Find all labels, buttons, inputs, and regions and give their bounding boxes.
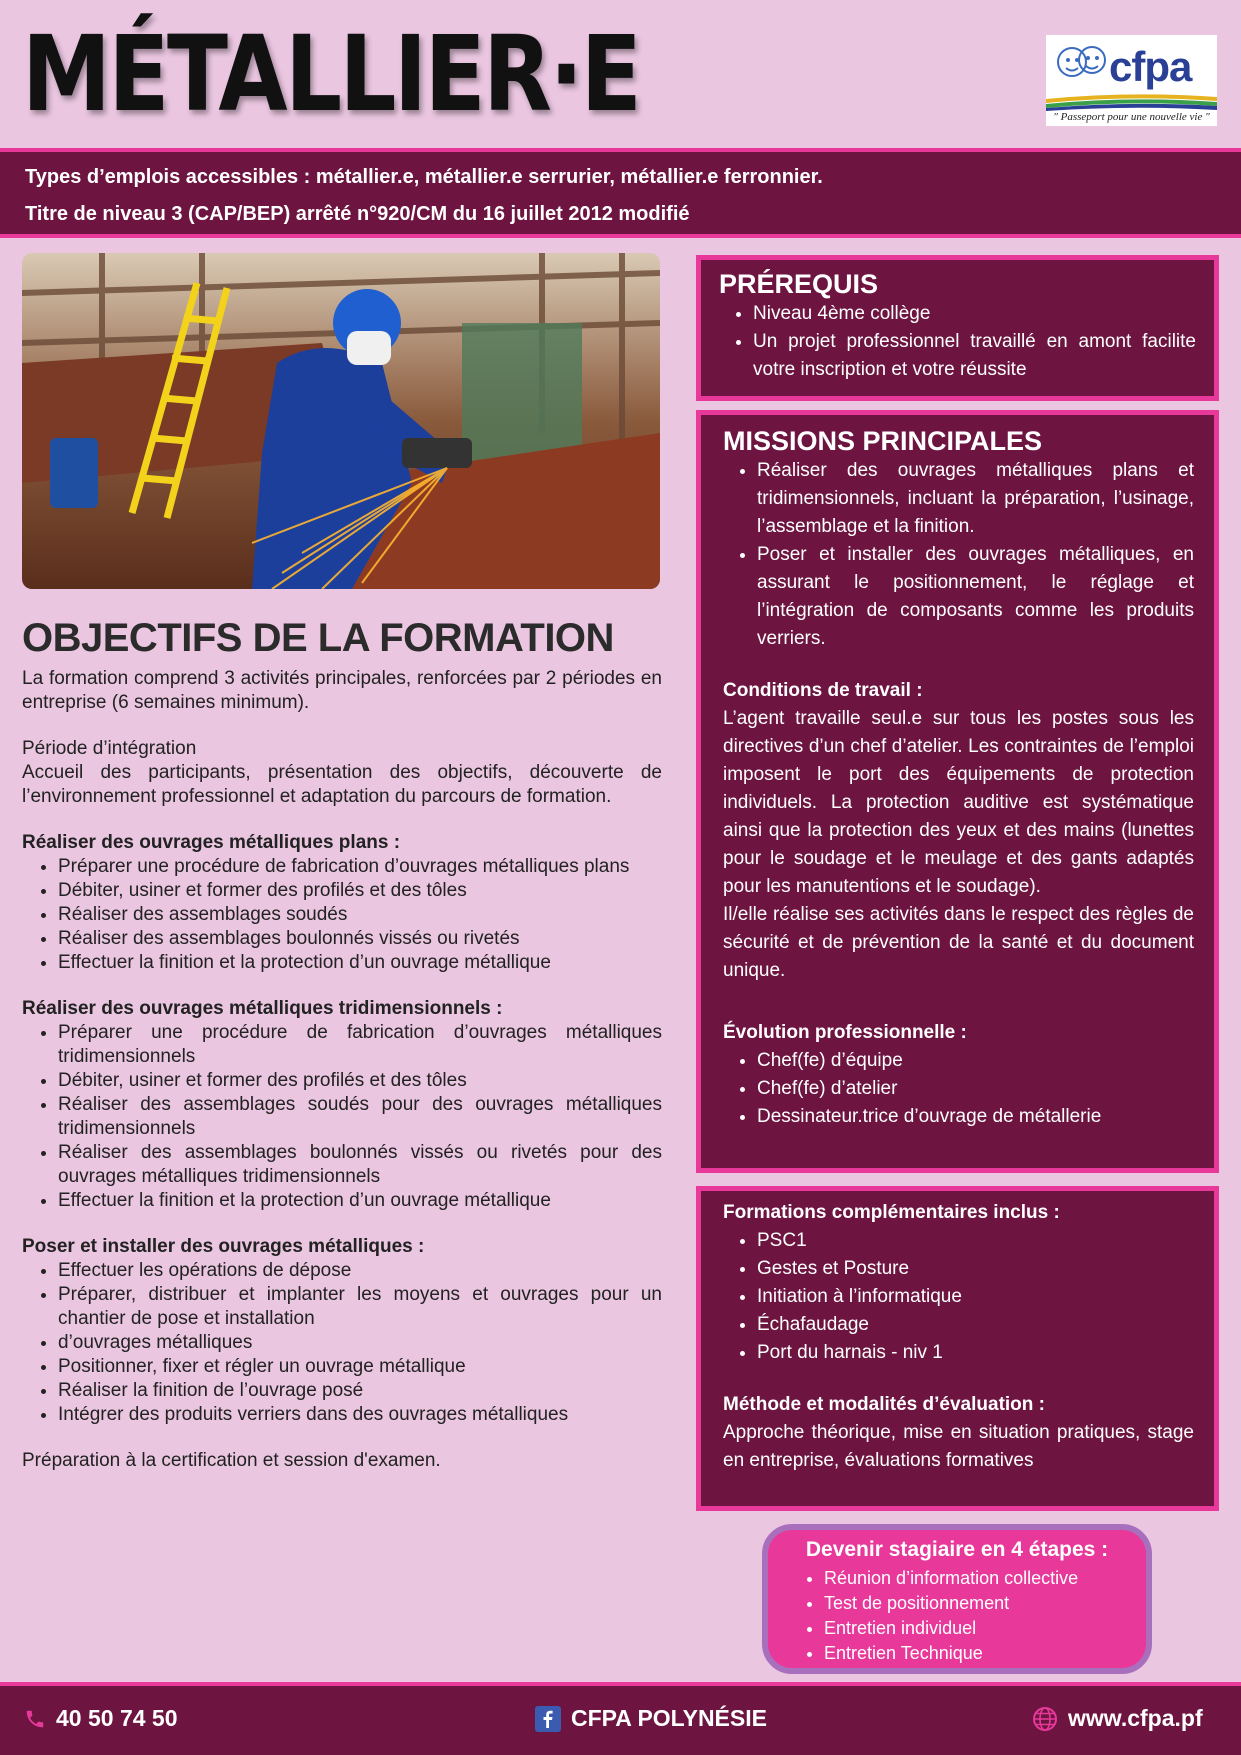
list-item: • Entretien Technique xyxy=(824,1641,1146,1666)
footer xyxy=(0,1682,1241,1755)
page-title: MÉTALLIER·E xyxy=(22,13,640,135)
prerequisites-box xyxy=(696,255,1219,401)
list-item: • Préparer une procédure de fabrication d’ouvrages métalliques tridimensionnels xyxy=(58,1021,662,1069)
list-item: • Chef(fe) d’atelier xyxy=(757,1075,1194,1103)
logo-stripes xyxy=(1046,93,1217,111)
list-item: • Réaliser des assemblages soudés xyxy=(58,903,662,927)
globe-icon xyxy=(1032,1706,1058,1732)
list-item: • Effectuer la finition et la protection d’un ouvrage métallique xyxy=(58,951,662,975)
welder-photo xyxy=(22,253,660,589)
list-item: • Réunion d’information collective xyxy=(824,1566,1146,1591)
title-level: Titre de niveau 3 (CAP/BEP) arrêté n°920/CM du 16 juillet 2012 modifié xyxy=(25,203,690,225)
objectives-intro: La formation comprend 3 activités principales, renforcées par 2 périodes en entreprise (6 semaines minimum). xyxy=(22,668,662,713)
list-item: • Entretien individuel xyxy=(824,1616,1146,1641)
complementary-title: Formations complémentaires inclus : xyxy=(723,1202,1060,1223)
footer-facebook[interactable] xyxy=(535,1705,767,1732)
plans-title: Réaliser des ouvrages métalliques plans : xyxy=(22,832,401,853)
list-item: • Chef(fe) d’équipe xyxy=(757,1047,1194,1075)
evolution-title: Évolution professionnelle : xyxy=(723,1022,967,1043)
list-item: • d’ouvrages métalliques xyxy=(58,1331,662,1355)
list-item: • Réaliser des assemblages soudés pour des ouvrages métalliques tridimensionnels xyxy=(58,1093,662,1141)
evaluation-title: Méthode et modalités d’évaluation : xyxy=(723,1394,1045,1415)
conditions-text-2: Il/elle réalise ses activités dans le respect des règles de sécurité et de prévention de la santé et du document unique. xyxy=(723,904,1194,981)
phone-icon xyxy=(24,1706,46,1732)
pose-title: Poser et installer des ouvrages métalliques : xyxy=(22,1236,425,1257)
list-item: • Préparer, distribuer et implanter les moyens et ouvrages pour un chantier de pose et installation xyxy=(58,1283,662,1331)
steps-box xyxy=(762,1524,1152,1674)
logo-wordmark: cfpa xyxy=(1109,43,1192,90)
facebook-icon xyxy=(535,1706,561,1732)
list-item: • Débiter, usiner et former des profilés et des tôles xyxy=(58,1069,662,1093)
conditions-title: Conditions de travail : xyxy=(723,680,923,701)
list-item: • Préparer une procédure de fabrication d’ouvrages métalliques plans xyxy=(58,855,662,879)
list-item: • Réaliser des ouvrages métalliques plans et tridimensionnels, incluant la préparation, l’usinage, l’assemblage et la finition. xyxy=(757,457,1194,541)
website-url: www.cfpa.pf xyxy=(1068,1705,1203,1731)
list-item: • Débiter, usiner et former des profilés et des tôles xyxy=(58,879,662,903)
complementary-box xyxy=(696,1186,1219,1511)
objectives-heading: OBJECTIFS DE LA FORMATION xyxy=(22,616,614,660)
list-item: • Réaliser la finition de l’ouvrage posé xyxy=(58,1379,662,1403)
objectives-section xyxy=(22,615,662,1473)
steps-title: Devenir stagiaire en 4 étapes : xyxy=(805,1538,1109,1561)
list-item: • Échafaudage xyxy=(757,1311,1194,1339)
list-item: • Positionner, fixer et régler un ouvrage métallique xyxy=(58,1355,662,1379)
list-item: • Effectuer les opérations de dépose xyxy=(58,1259,662,1283)
phone-number: 40 50 74 50 xyxy=(56,1705,178,1731)
list-item: • PSC1 xyxy=(757,1227,1194,1255)
list-item: • Intégrer des produits verriers dans des ouvrages métalliques xyxy=(58,1403,662,1427)
certification-note: Préparation à la certification et session d'examen. xyxy=(22,1450,441,1471)
list-item: • Niveau 4ème collège xyxy=(753,300,1196,328)
plans-list xyxy=(22,855,662,975)
footer-phone[interactable] xyxy=(24,1705,178,1732)
missions-box xyxy=(696,410,1219,1173)
facebook-name: CFPA POLYNÉSIE xyxy=(571,1705,767,1731)
prerequisites-heading: PRÉREQUIS xyxy=(719,269,879,299)
footer-website[interactable] xyxy=(1032,1705,1203,1732)
list-item: • Test de positionnement xyxy=(824,1591,1146,1616)
list-item: • Port du harnais - niv 1 xyxy=(757,1339,1194,1367)
job-info-band xyxy=(0,148,1241,238)
list-item: • Gestes et Posture xyxy=(757,1255,1194,1283)
list-item: • Réaliser des assemblages boulonnés vissés ou rivetés xyxy=(58,927,662,951)
tri-list xyxy=(22,1021,662,1213)
list-item: • Effectuer la finition et la protection d’un ouvrage métallique xyxy=(58,1189,662,1213)
conditions-text: L’agent travaille seul.e sur tous les postes sous les directives d’un chef d’atelier. Les contraintes de l’emploi imposent le port des équipements de protection individuels. La protection auditive est systématique ainsi que la protection des yeux et des mains (lunettes pour le soudage et le meulage et des gants adaptés pour les manutentions et le soudage). xyxy=(723,708,1194,897)
logo-tagline: " Passeport pour une nouvelle vie " xyxy=(1053,111,1210,123)
integration-text: Accueil des participants, présentation des objectifs, découverte de l’environnement professionnel et adaptation du parcours de formation. xyxy=(22,762,662,807)
tri-title: Réaliser des ouvrages métalliques tridimensionnels : xyxy=(22,998,503,1019)
evaluation-text: Approche théorique, mise en situation pratiques, stage en entreprise, évaluations formatives xyxy=(723,1422,1194,1471)
job-types: Types d’emplois accessibles : métallier.e, métallier.e serrurier, métallier.e ferronnier. xyxy=(25,166,823,188)
pose-list xyxy=(22,1259,662,1427)
missions-heading: MISSIONS PRINCIPALES xyxy=(723,426,1043,456)
list-item: • Un projet professionnel travaillé en amont facilite votre inscription et votre réussite xyxy=(753,328,1196,384)
logo-faces-icon xyxy=(1052,40,1112,100)
list-item: • Dessinateur.trice d’ouvrage de métallerie xyxy=(757,1103,1194,1131)
list-item: • Réaliser des assemblages boulonnés vissés ou rivetés pour des ouvrages métalliques tridimensionnels xyxy=(58,1141,662,1189)
list-item: • Initiation à l’informatique xyxy=(757,1283,1194,1311)
integration-title: Période d’intégration xyxy=(22,738,197,759)
cfpa-logo xyxy=(1046,35,1217,126)
list-item: • Poser et installer des ouvrages métalliques, en assurant le positionnement, le réglage et l’intégration de composants comme les produits verriers. xyxy=(757,541,1194,653)
